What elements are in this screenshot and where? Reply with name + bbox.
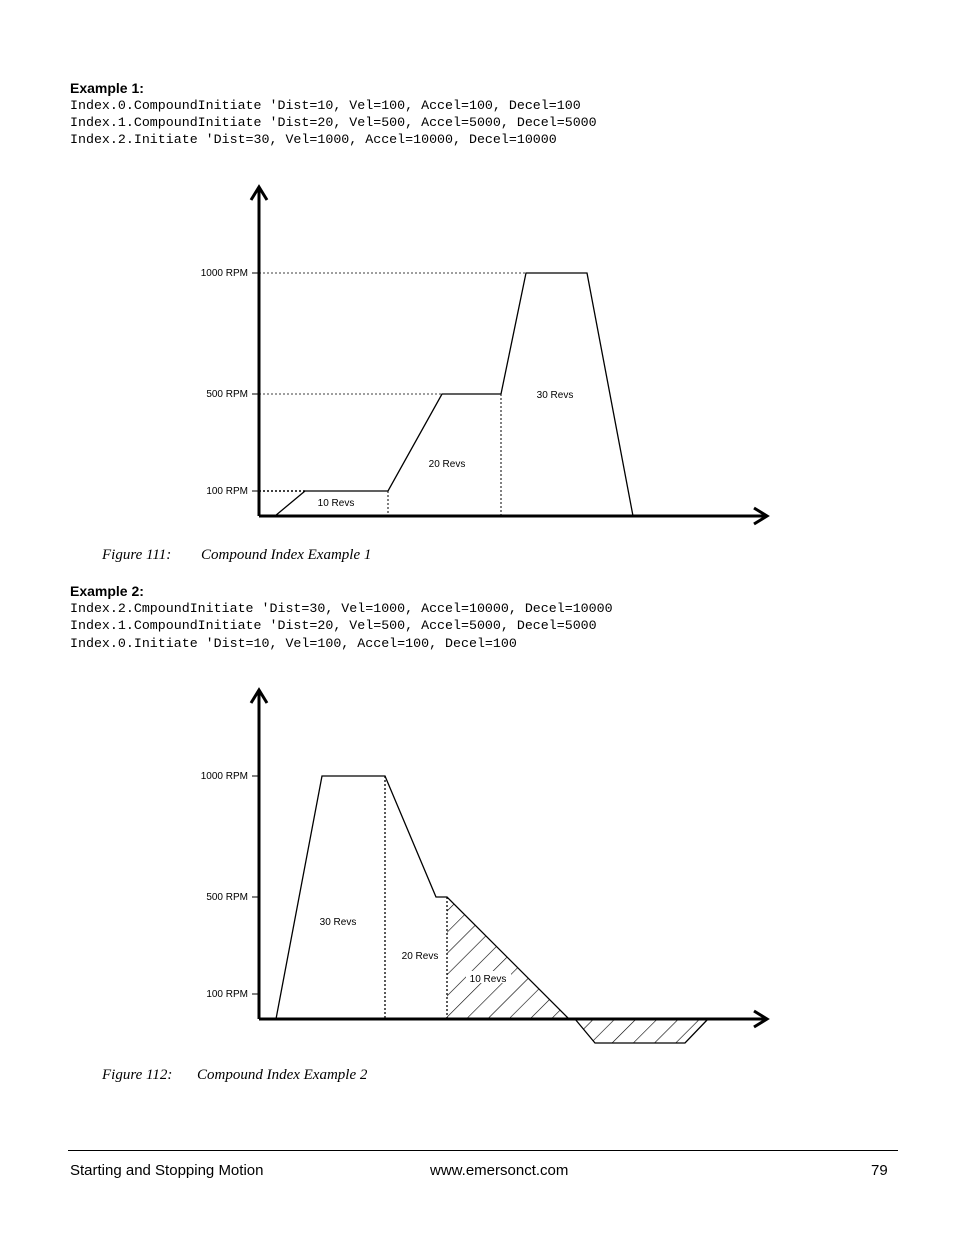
y-tick-label: 1000 RPM [200,268,248,279]
segment-label: 20 Revs [401,951,439,962]
example-2-code-line: Index.1.CompoundInitiate 'Dist=20, Vel=500, Accel=5000, Decel=5000 [70,618,597,633]
example-1-code-line: Index.2.Initiate 'Dist=30, Vel=1000, Accel=10000, Decel=10000 [70,132,557,147]
example-2-code-line: Index.0.Initiate 'Dist=10, Vel=100, Accel=100, Decel=100 [70,636,517,651]
segment-label: 10 Revs [469,974,507,985]
velocity-profile [275,273,633,516]
figure-111-chart [0,170,954,530]
example-1-code-line: Index.0.CompoundInitiate 'Dist=10, Vel=100, Accel=100, Decel=100 [70,98,581,113]
example-2-code-line: Index.2.CmpoundInitiate 'Dist=30, Vel=1000, Accel=10000, Decel=10000 [70,601,613,616]
figure-111-caption-number: Figure 111: [102,547,172,563]
y-tick-label: 500 RPM [206,892,248,903]
figure-112-caption-number: Figure 112: [102,1067,173,1083]
example-2-heading: Example 2: [70,583,144,599]
segment-label: 10 Revs [317,498,355,509]
figure-111-caption-text: Compound Index Example 1 [201,547,372,563]
y-tick-label: 500 RPM [206,389,248,400]
example-1-code-line: Index.1.CompoundInitiate 'Dist=20, Vel=500, Accel=5000, Decel=5000 [70,115,597,130]
example-1-heading: Example 1: [70,80,144,96]
segment-label: 30 Revs [536,390,574,401]
footer-website: www.emersonct.com [430,1162,569,1179]
segment-label: 30 Revs [319,917,357,928]
footer-page-number: 79 [871,1162,888,1179]
y-tick-label: 100 RPM [206,486,248,497]
figure-112-chart [0,675,954,1050]
footer-rule [68,1150,898,1151]
figure-112-caption-text: Compound Index Example 2 [197,1067,368,1083]
segment-label: 20 Revs [428,459,466,470]
footer-section-title: Starting and Stopping Motion [70,1162,264,1179]
y-tick-label: 100 RPM [206,989,248,1000]
y-tick-label: 1000 RPM [200,771,248,782]
